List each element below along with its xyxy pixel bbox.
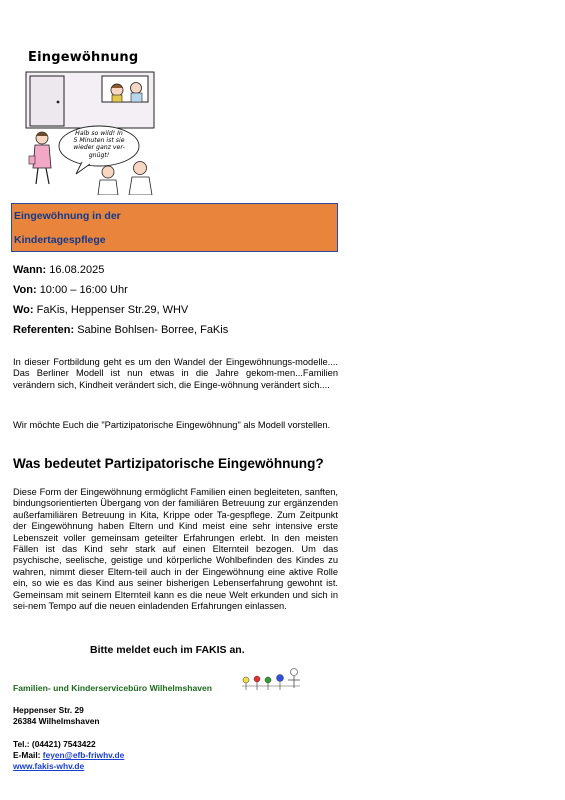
email-link[interactable]: feyen@efb-friwhv.de	[42, 750, 125, 760]
detail-date: Wann: 16.08.2025	[13, 264, 105, 276]
title-banner	[11, 203, 338, 252]
body-paragraph: Diese Form der Eingewöhnung ermöglicht Familien einen begleiteten, sanften, bindungsorientierten Übergang von der familiären Betreuung zur ergänzenden außerfamiliären Betreuung in Kita, Krippe oder Ta-gespflege. Zum Zeitpunkt der Eingewöhnung haben Eltern und Kind meist eine sehr intensive erste Lebenszeit voller gemeinsam geteilter Erfahrungen erlebt. In den meisten Fällen ist das Kind sehr stark auf einen Elternteil bezogen. Um das psychische, seelische, geistige und körperliche Wohlbefinden des Kindes zu wahren, nimmt dieser Eltern-teil auch in der Eingewöhnung eine aktive Rolle ein, so wie es das Kind aus seiner bisherigen Lebenserfahrung gewohnt ist. Gemeinsam mit seinem Elternteil kann es die neue Welt erkunden und sich in sei-nem Tempo auf die neuen einladenden Erfahrungen einlassen.	[13, 487, 338, 612]
phone-number: Tel.: (04421) 7543422	[13, 739, 96, 749]
website-link[interactable]: www.fakis-whv.de	[13, 761, 85, 771]
intro-paragraph-2: Wir möchte Euch die "Partizipatorische Eingewöhnung" als Modell vorstellen.	[13, 420, 331, 430]
organization-name: Familien- und Kinderservicebüro Wilhelmshaven	[13, 683, 213, 693]
address-street: Heppenser Str. 29	[13, 705, 84, 715]
cartoon-title: Eingewöhnung	[28, 50, 139, 65]
detail-location: Wo: FaKis, Heppenser Str.29, WHV	[13, 304, 189, 316]
detail-speakers: Referenten: Sabine Bohlsen- Borree, FaKis	[13, 324, 229, 336]
detail-time: Von: 10:00 – 16:00 Uhr	[13, 284, 128, 296]
email-line: E-Mail: feyen@efb-friwhv.de	[13, 750, 125, 760]
registration-note: Bitte meldet euch im FAKIS an.	[90, 644, 245, 656]
speech-bubble-text: Halb so wild! In 5 Minuten ist sie wieder ganz ver- gnügt!	[73, 130, 125, 159]
section-heading: Was bedeutet Partizipatorische Eingewöhnung?	[13, 456, 324, 471]
cartoon-illustration	[22, 50, 162, 195]
address-city: 26384 Wilhelmshaven	[13, 716, 100, 726]
intro-paragraph-1: In dieser Fortbildung geht es um den Wandel der Eingewöhnungs-modelle.... Das Berliner Modell ist nun etwas in die Jahre gekom-men...Familien verändern sich, Kindheit verändert sich, die Einge-wöhnung verändert sich....	[13, 357, 338, 390]
banner-title-line1: Eingewöhnung in der	[14, 210, 121, 222]
fakis-logo-icon	[240, 666, 304, 694]
website-line	[13, 761, 84, 771]
banner-title-line2: Kindertagespflege	[14, 234, 106, 246]
cartoon-drawing	[22, 50, 162, 195]
